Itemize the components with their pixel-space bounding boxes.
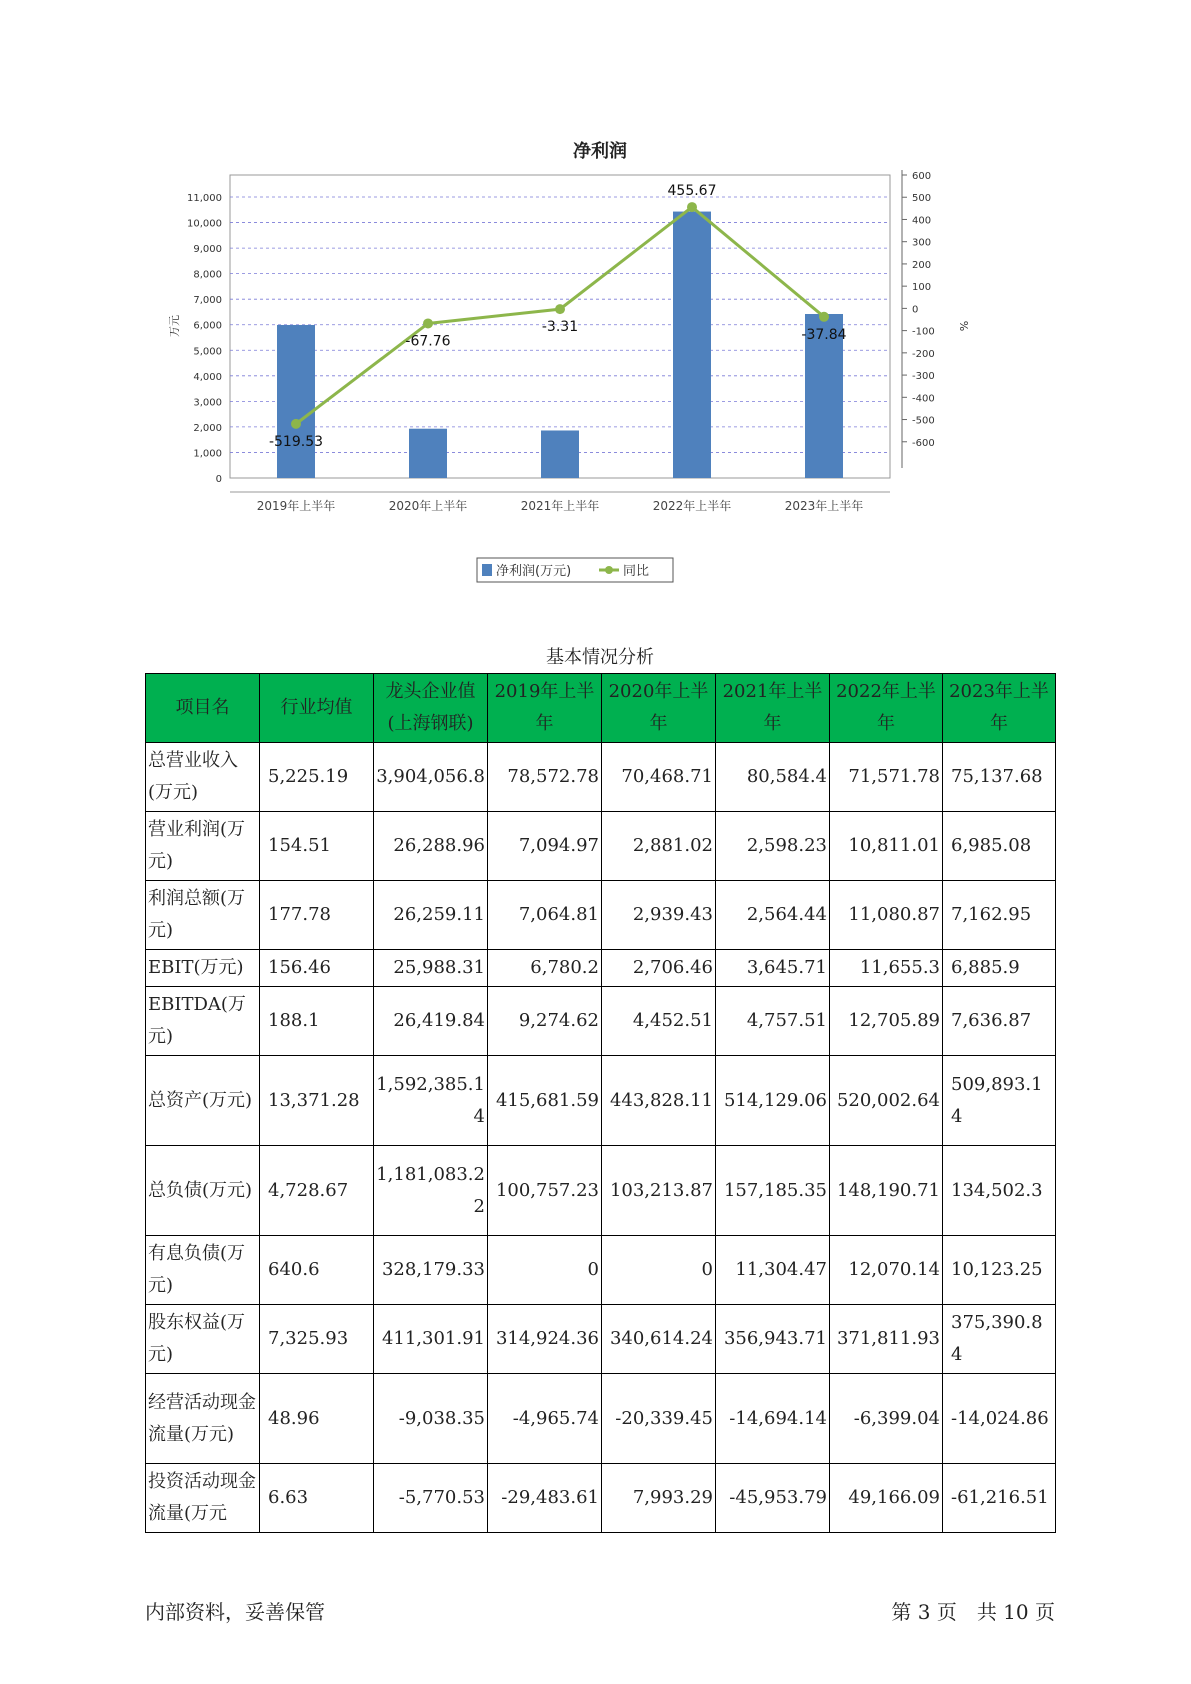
value-cell: 156.46 [260, 950, 374, 987]
value-cell: 188.1 [260, 987, 374, 1056]
left-axis-tick-label: 7,000 [193, 295, 222, 307]
value-cell: 148,190.71 [830, 1146, 943, 1236]
left-axis-tick-label: 6,000 [193, 320, 222, 332]
value-cell: 154.51 [260, 812, 374, 881]
right-axis-tick-label: 100 [912, 282, 932, 294]
yoy-point [687, 202, 697, 212]
value-cell: 10,123.25 [943, 1236, 1056, 1305]
right-axis-tick-label: -400 [912, 393, 935, 405]
data-label: 455.67 [667, 183, 717, 200]
right-axis-label: % [957, 320, 970, 332]
chart-title: 净利润 [573, 141, 627, 162]
value-cell: -61,216.51 [943, 1464, 1056, 1533]
value-cell: 0 [602, 1236, 716, 1305]
value-cell: 443,828.11 [602, 1056, 716, 1146]
value-cell: 2,564.44 [716, 881, 830, 950]
value-cell: 12,070.14 [830, 1236, 943, 1305]
left-axis-tick-label: 5,000 [193, 346, 222, 358]
value-cell: 10,811.01 [830, 812, 943, 881]
value-cell: 9,274.62 [488, 987, 602, 1056]
right-axis-tick-label: -600 [912, 437, 935, 449]
value-cell: 25,988.31 [374, 950, 488, 987]
row-label-cell: 投资活动现金流量(万元 [146, 1464, 260, 1533]
value-cell: -45,953.79 [716, 1464, 830, 1533]
x-axis-tick-label: 2019年上半年 [256, 499, 336, 513]
value-cell: 48.96 [260, 1374, 374, 1464]
table-row [146, 743, 1056, 812]
right-axis-tick-label: 400 [912, 215, 932, 227]
value-cell: 514,129.06 [716, 1056, 830, 1146]
row-label-cell: 有息负债(万元) [146, 1236, 260, 1305]
value-cell: 2,939.43 [602, 881, 716, 950]
bar [541, 430, 579, 478]
table-caption: 基本情况分析 [546, 647, 654, 668]
left-axis-tick-label: 10,000 [187, 218, 222, 230]
table-row [146, 950, 1056, 987]
value-cell: 4,452.51 [602, 987, 716, 1056]
row-label-cell: 股东权益(万元) [146, 1305, 260, 1374]
value-cell: 157,185.35 [716, 1146, 830, 1236]
value-cell: 4,728.67 [260, 1146, 374, 1236]
left-axis-tick-label: 9,000 [193, 244, 222, 256]
value-cell: 328,179.33 [374, 1236, 488, 1305]
table-header-cell: 项目名 [146, 674, 260, 743]
value-cell: 11,304.47 [716, 1236, 830, 1305]
value-cell: 7,636.87 [943, 987, 1056, 1056]
row-label-cell: 利润总额(万元) [146, 881, 260, 950]
value-cell: 356,943.71 [716, 1305, 830, 1374]
table-row [146, 1146, 1056, 1236]
table-header-cell: 龙头企业值(上海钢联) [374, 674, 488, 743]
right-axis-tick-label: -300 [912, 371, 935, 383]
legend-bar-swatch [482, 564, 492, 576]
value-cell: 411,301.91 [374, 1305, 488, 1374]
value-cell: 7,325.93 [260, 1305, 374, 1374]
value-cell: 2,881.02 [602, 812, 716, 881]
value-cell: 6,985.08 [943, 812, 1056, 881]
value-cell: 75,137.68 [943, 743, 1056, 812]
value-cell: -9,038.35 [374, 1374, 488, 1464]
value-cell: 415,681.59 [488, 1056, 602, 1146]
value-cell: 71,571.78 [830, 743, 943, 812]
table-row [146, 987, 1056, 1056]
x-axis-tick-label: 2022年上半年 [652, 499, 732, 513]
value-cell: 371,811.93 [830, 1305, 943, 1374]
x-axis-tick-label: 2020年上半年 [388, 499, 468, 513]
value-cell: 314,924.36 [488, 1305, 602, 1374]
value-cell: 134,502.3 [943, 1146, 1056, 1236]
value-cell: 3,645.71 [716, 950, 830, 987]
table-row [146, 812, 1056, 881]
row-label-cell: 经营活动现金流量(万元) [146, 1374, 260, 1464]
value-cell: 2,598.23 [716, 812, 830, 881]
value-cell: 26,288.96 [374, 812, 488, 881]
value-cell: 7,064.81 [488, 881, 602, 950]
value-cell: 80,584.4 [716, 743, 830, 812]
footer-confidential: 内部资料，妥善保管 [145, 1600, 325, 1624]
bar [673, 212, 711, 478]
data-label: -67.76 [405, 333, 451, 350]
table-row [146, 1305, 1056, 1374]
row-label-cell: 总营业收入(万元) [146, 743, 260, 812]
table-row [146, 881, 1056, 950]
basic-analysis-table [145, 673, 1056, 1533]
yoy-point [423, 318, 433, 328]
table-header-row [146, 674, 1056, 743]
yoy-point [291, 419, 301, 429]
yoy-point [555, 304, 565, 314]
value-cell: 7,162.95 [943, 881, 1056, 950]
value-cell: 7,993.29 [602, 1464, 716, 1533]
value-cell: 6.63 [260, 1464, 374, 1533]
left-axis-tick-label: 2,000 [193, 422, 222, 434]
x-axis-tick-label: 2021年上半年 [520, 499, 600, 513]
value-cell: 4,757.51 [716, 987, 830, 1056]
value-cell: 1,592,385.14 [374, 1056, 488, 1146]
value-cell: 70,468.71 [602, 743, 716, 812]
value-cell: 640.6 [260, 1236, 374, 1305]
legend-bar-label: 净利润(万元) [496, 564, 572, 579]
value-cell: -5,770.53 [374, 1464, 488, 1533]
table-row [146, 1374, 1056, 1464]
value-cell: 100,757.23 [488, 1146, 602, 1236]
value-cell: 5,225.19 [260, 743, 374, 812]
right-axis-tick-label: 300 [912, 237, 932, 249]
value-cell: 26,419.84 [374, 987, 488, 1056]
value-cell: 49,166.09 [830, 1464, 943, 1533]
value-cell: 26,259.11 [374, 881, 488, 950]
data-label: -37.84 [801, 326, 847, 343]
left-axis-tick-label: 8,000 [193, 269, 222, 281]
left-axis-tick-label: 3,000 [193, 397, 222, 409]
value-cell: 375,390.84 [943, 1305, 1056, 1374]
value-cell: 11,080.87 [830, 881, 943, 950]
value-cell: 0 [488, 1236, 602, 1305]
table-header-cell: 2019年上半年 [488, 674, 602, 743]
row-label-cell: 总负债(万元) [146, 1146, 260, 1236]
value-cell: 7,094.97 [488, 812, 602, 881]
table-row [146, 1236, 1056, 1305]
value-cell: -4,965.74 [488, 1374, 602, 1464]
left-axis-label: 万元 [168, 315, 181, 337]
table-header-cell: 2020年上半年 [602, 674, 716, 743]
right-axis-tick-label: 600 [912, 171, 932, 182]
right-axis-tick-label: -100 [912, 326, 935, 338]
value-cell: -14,024.86 [943, 1374, 1056, 1464]
legend-line-marker [605, 566, 613, 574]
table-header-cell: 2022年上半年 [830, 674, 943, 743]
value-cell: 2,706.46 [602, 950, 716, 987]
value-cell: 12,705.89 [830, 987, 943, 1056]
left-axis-tick-label: 11,000 [187, 193, 222, 204]
data-label: -3.31 [541, 319, 579, 336]
value-cell: 1,181,083.22 [374, 1146, 488, 1236]
value-cell: 6,885.9 [943, 950, 1056, 987]
right-axis-tick-label: -200 [912, 348, 935, 360]
bar [409, 429, 447, 478]
row-label-cell: EBITDA(万元) [146, 987, 260, 1056]
left-axis-tick-label: 4,000 [193, 371, 222, 383]
x-axis-tick-label: 2023年上半年 [784, 499, 864, 513]
table-header-cell: 2021年上半年 [716, 674, 830, 743]
right-axis-tick-label: 200 [912, 259, 932, 271]
row-label-cell: 营业利润(万元) [146, 812, 260, 881]
bar [277, 325, 315, 478]
value-cell: 103,213.87 [602, 1146, 716, 1236]
table-header-cell: 2023年上半年 [943, 674, 1056, 743]
yoy-point [819, 312, 829, 322]
left-axis-tick-label: 0 [215, 474, 222, 485]
value-cell: -29,483.61 [488, 1464, 602, 1533]
value-cell: 520,002.64 [830, 1056, 943, 1146]
value-cell: 13,371.28 [260, 1056, 374, 1146]
value-cell: 78,572.78 [488, 743, 602, 812]
value-cell: -20,339.45 [602, 1374, 716, 1464]
data-label: -519.53 [268, 433, 324, 450]
left-axis-tick-label: 1,000 [193, 448, 222, 460]
value-cell: 177.78 [260, 881, 374, 950]
value-cell: 509,893.14 [943, 1056, 1056, 1146]
table-row [146, 1056, 1056, 1146]
right-axis-tick-label: 0 [912, 304, 919, 316]
value-cell: 11,655.3 [830, 950, 943, 987]
value-cell: -6,399.04 [830, 1374, 943, 1464]
table-header-cell: 行业均值 [260, 674, 374, 743]
net-profit-chart [160, 130, 1040, 600]
footer-page-number: 第 3 页 共 10 页 [891, 1600, 1055, 1624]
row-label-cell: EBIT(万元) [146, 950, 260, 987]
table-row [146, 1464, 1056, 1533]
yoy-line [296, 207, 824, 424]
row-label-cell: 总资产(万元) [146, 1056, 260, 1146]
value-cell: 3,904,056.8 [374, 743, 488, 812]
legend-line-label: 同比 [623, 564, 650, 579]
right-axis-tick-label: 500 [912, 193, 932, 205]
right-axis-tick-label: -500 [912, 415, 935, 427]
value-cell: 6,780.2 [488, 950, 602, 987]
value-cell: -14,694.14 [716, 1374, 830, 1464]
value-cell: 340,614.24 [602, 1305, 716, 1374]
